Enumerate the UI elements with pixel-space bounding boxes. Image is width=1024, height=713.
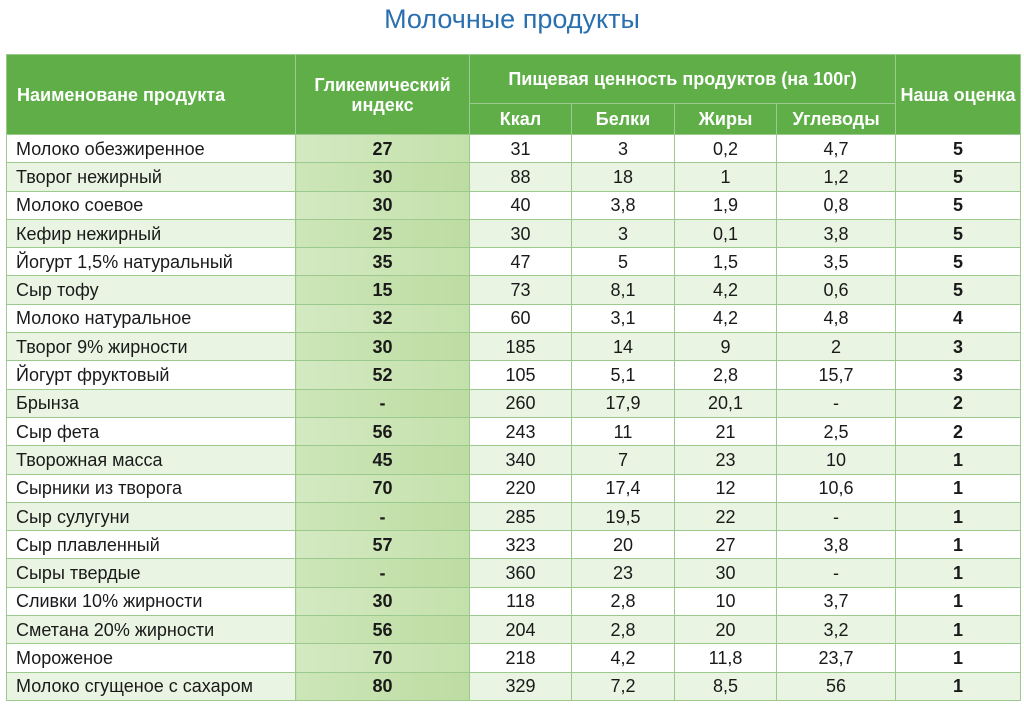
kcal-cell: 73 bbox=[470, 276, 572, 304]
carbs-cell: 0,6 bbox=[777, 276, 896, 304]
table-row bbox=[7, 389, 1021, 417]
glycemic-index-cell: 56 bbox=[296, 616, 470, 644]
kcal-cell: 323 bbox=[470, 531, 572, 559]
protein-cell: 19,5 bbox=[572, 502, 675, 530]
kcal-cell: 243 bbox=[470, 417, 572, 445]
protein-cell: 23 bbox=[572, 559, 675, 587]
rating-cell: 1 bbox=[896, 502, 1021, 530]
fat-cell: 1,5 bbox=[675, 248, 777, 276]
kcal-cell: 185 bbox=[470, 333, 572, 361]
header-our-rating: Наша оценка bbox=[896, 55, 1021, 135]
glycemic-index-cell: 32 bbox=[296, 304, 470, 332]
fat-cell: 21 bbox=[675, 417, 777, 445]
product-name-cell: Сыры твердые bbox=[7, 559, 296, 587]
header-protein: Белки bbox=[572, 104, 675, 135]
fat-cell: 4,2 bbox=[675, 304, 777, 332]
rating-cell: 1 bbox=[896, 559, 1021, 587]
rating-cell: 1 bbox=[896, 474, 1021, 502]
kcal-cell: 118 bbox=[470, 587, 572, 615]
product-name-cell: Сыр тофу bbox=[7, 276, 296, 304]
carbs-cell: 1,2 bbox=[777, 163, 896, 191]
table-row bbox=[7, 163, 1021, 191]
kcal-cell: 40 bbox=[470, 191, 572, 219]
rating-cell: 1 bbox=[896, 616, 1021, 644]
protein-cell: 3 bbox=[572, 219, 675, 247]
table-row bbox=[7, 587, 1021, 615]
product-name-cell: Брынза bbox=[7, 389, 296, 417]
glycemic-index-cell: 52 bbox=[296, 361, 470, 389]
product-name-cell: Молоко сгущеное с сахаром bbox=[7, 672, 296, 700]
protein-cell: 4,2 bbox=[572, 644, 675, 672]
carbs-cell: 3,5 bbox=[777, 248, 896, 276]
glycemic-index-cell: 45 bbox=[296, 446, 470, 474]
protein-cell: 17,9 bbox=[572, 389, 675, 417]
protein-cell: 5 bbox=[572, 248, 675, 276]
protein-cell: 7 bbox=[572, 446, 675, 474]
product-name-cell: Сыр фета bbox=[7, 417, 296, 445]
header-nutrition-value: Пищевая ценность продуктов (на 100г) bbox=[470, 55, 896, 104]
product-name-cell: Творожная масса bbox=[7, 446, 296, 474]
carbs-cell: 10,6 bbox=[777, 474, 896, 502]
fat-cell: 27 bbox=[675, 531, 777, 559]
glycemic-index-cell: 80 bbox=[296, 672, 470, 700]
protein-cell: 8,1 bbox=[572, 276, 675, 304]
rating-cell: 5 bbox=[896, 163, 1021, 191]
carbs-cell: 2,5 bbox=[777, 417, 896, 445]
carbs-cell: 15,7 bbox=[777, 361, 896, 389]
glycemic-index-cell: 30 bbox=[296, 191, 470, 219]
table-row bbox=[7, 361, 1021, 389]
table-row bbox=[7, 191, 1021, 219]
table-row bbox=[7, 248, 1021, 276]
rating-cell: 5 bbox=[896, 219, 1021, 247]
protein-cell: 2,8 bbox=[572, 587, 675, 615]
product-name-cell: Сыр плавленный bbox=[7, 531, 296, 559]
glycemic-index-cell: 57 bbox=[296, 531, 470, 559]
header-product-name: Наименоване продукта bbox=[7, 55, 296, 135]
kcal-cell: 260 bbox=[470, 389, 572, 417]
kcal-cell: 329 bbox=[470, 672, 572, 700]
product-name-cell: Йогурт фруктовый bbox=[7, 361, 296, 389]
table-row bbox=[7, 446, 1021, 474]
glycemic-index-cell: - bbox=[296, 502, 470, 530]
rating-cell: 1 bbox=[896, 446, 1021, 474]
glycemic-index-cell: 25 bbox=[296, 219, 470, 247]
kcal-cell: 285 bbox=[470, 502, 572, 530]
carbs-cell: 56 bbox=[777, 672, 896, 700]
fat-cell: 23 bbox=[675, 446, 777, 474]
carbs-cell: 3,7 bbox=[777, 587, 896, 615]
glycemic-index-cell: 30 bbox=[296, 163, 470, 191]
kcal-cell: 360 bbox=[470, 559, 572, 587]
product-name-cell: Сливки 10% жирности bbox=[7, 587, 296, 615]
fat-cell: 8,5 bbox=[675, 672, 777, 700]
product-name-cell: Творог 9% жирности bbox=[7, 333, 296, 361]
kcal-cell: 88 bbox=[470, 163, 572, 191]
rating-cell: 3 bbox=[896, 333, 1021, 361]
table-row bbox=[7, 531, 1021, 559]
product-name-cell: Молоко натуральное bbox=[7, 304, 296, 332]
carbs-cell: 0,8 bbox=[777, 191, 896, 219]
fat-cell: 30 bbox=[675, 559, 777, 587]
kcal-cell: 218 bbox=[470, 644, 572, 672]
product-name-cell: Кефир нежирный bbox=[7, 219, 296, 247]
rating-cell: 1 bbox=[896, 587, 1021, 615]
carbs-cell: 23,7 bbox=[777, 644, 896, 672]
protein-cell: 5,1 bbox=[572, 361, 675, 389]
product-name-cell: Сыр сулугуни bbox=[7, 502, 296, 530]
protein-cell: 3,8 bbox=[572, 191, 675, 219]
product-name-cell: Молоко обезжиренное bbox=[7, 135, 296, 163]
table-row bbox=[7, 672, 1021, 700]
table-row bbox=[7, 644, 1021, 672]
carbs-cell: 3,8 bbox=[777, 219, 896, 247]
rating-cell: 5 bbox=[896, 191, 1021, 219]
fat-cell: 20 bbox=[675, 616, 777, 644]
kcal-cell: 340 bbox=[470, 446, 572, 474]
rating-cell: 3 bbox=[896, 361, 1021, 389]
carbs-cell: 10 bbox=[777, 446, 896, 474]
carbs-cell: - bbox=[777, 502, 896, 530]
kcal-cell: 30 bbox=[470, 219, 572, 247]
kcal-cell: 220 bbox=[470, 474, 572, 502]
protein-cell: 2,8 bbox=[572, 616, 675, 644]
table-row bbox=[7, 333, 1021, 361]
carbs-cell: 2 bbox=[777, 333, 896, 361]
rating-cell: 1 bbox=[896, 644, 1021, 672]
carbs-cell: 4,8 bbox=[777, 304, 896, 332]
protein-cell: 18 bbox=[572, 163, 675, 191]
protein-cell: 11 bbox=[572, 417, 675, 445]
fat-cell: 4,2 bbox=[675, 276, 777, 304]
product-name-cell: Творог нежирный bbox=[7, 163, 296, 191]
product-name-cell: Сметана 20% жирности bbox=[7, 616, 296, 644]
glycemic-index-cell: 70 bbox=[296, 644, 470, 672]
glycemic-index-cell: 56 bbox=[296, 417, 470, 445]
rating-cell: 5 bbox=[896, 276, 1021, 304]
protein-cell: 17,4 bbox=[572, 474, 675, 502]
product-name-cell: Мороженое bbox=[7, 644, 296, 672]
glycemic-index-cell: - bbox=[296, 389, 470, 417]
rating-cell: 1 bbox=[896, 672, 1021, 700]
product-name-cell: Йогурт 1,5% натуральный bbox=[7, 248, 296, 276]
table-row bbox=[7, 276, 1021, 304]
glycemic-index-cell: - bbox=[296, 559, 470, 587]
table-row bbox=[7, 417, 1021, 445]
fat-cell: 2,8 bbox=[675, 361, 777, 389]
protein-cell: 7,2 bbox=[572, 672, 675, 700]
fat-cell: 1 bbox=[675, 163, 777, 191]
protein-cell: 14 bbox=[572, 333, 675, 361]
dairy-products-table bbox=[6, 54, 1021, 701]
product-name-cell: Молоко соевое bbox=[7, 191, 296, 219]
fat-cell: 12 bbox=[675, 474, 777, 502]
fat-cell: 22 bbox=[675, 502, 777, 530]
carbs-cell: 3,8 bbox=[777, 531, 896, 559]
page-title: Молочные продукты bbox=[384, 4, 640, 34]
protein-cell: 3 bbox=[572, 135, 675, 163]
table-header bbox=[7, 55, 1021, 135]
glycemic-index-cell: 15 bbox=[296, 276, 470, 304]
glycemic-index-cell: 30 bbox=[296, 333, 470, 361]
table-row bbox=[7, 304, 1021, 332]
fat-cell: 9 bbox=[675, 333, 777, 361]
carbs-cell: - bbox=[777, 559, 896, 587]
kcal-cell: 47 bbox=[470, 248, 572, 276]
protein-cell: 20 bbox=[572, 531, 675, 559]
rating-cell: 5 bbox=[896, 248, 1021, 276]
carbs-cell: 4,7 bbox=[777, 135, 896, 163]
fat-cell: 0,1 bbox=[675, 219, 777, 247]
fat-cell: 20,1 bbox=[675, 389, 777, 417]
carbs-cell: - bbox=[777, 389, 896, 417]
rating-cell: 2 bbox=[896, 389, 1021, 417]
table-row bbox=[7, 135, 1021, 163]
fat-cell: 10 bbox=[675, 587, 777, 615]
kcal-cell: 31 bbox=[470, 135, 572, 163]
rating-cell: 1 bbox=[896, 531, 1021, 559]
header-glycemic-index: Гликемический индекс bbox=[296, 55, 470, 135]
rating-cell: 5 bbox=[896, 135, 1021, 163]
product-name-cell: Сырники из творога bbox=[7, 474, 296, 502]
glycemic-index-cell: 70 bbox=[296, 474, 470, 502]
fat-cell: 1,9 bbox=[675, 191, 777, 219]
kcal-cell: 60 bbox=[470, 304, 572, 332]
table-row bbox=[7, 559, 1021, 587]
glycemic-index-cell: 30 bbox=[296, 587, 470, 615]
header-fat: Жиры bbox=[675, 104, 777, 135]
table-row bbox=[7, 474, 1021, 502]
fat-cell: 0,2 bbox=[675, 135, 777, 163]
protein-cell: 3,1 bbox=[572, 304, 675, 332]
header-carbs: Углеводы bbox=[777, 104, 896, 135]
table-row bbox=[7, 502, 1021, 530]
table-row bbox=[7, 219, 1021, 247]
rating-cell: 2 bbox=[896, 417, 1021, 445]
glycemic-index-cell: 35 bbox=[296, 248, 470, 276]
rating-cell: 4 bbox=[896, 304, 1021, 332]
fat-cell: 11,8 bbox=[675, 644, 777, 672]
carbs-cell: 3,2 bbox=[777, 616, 896, 644]
table-row bbox=[7, 616, 1021, 644]
table-body bbox=[7, 135, 1021, 701]
kcal-cell: 204 bbox=[470, 616, 572, 644]
kcal-cell: 105 bbox=[470, 361, 572, 389]
header-kcal: Ккал bbox=[470, 104, 572, 135]
glycemic-index-cell: 27 bbox=[296, 135, 470, 163]
